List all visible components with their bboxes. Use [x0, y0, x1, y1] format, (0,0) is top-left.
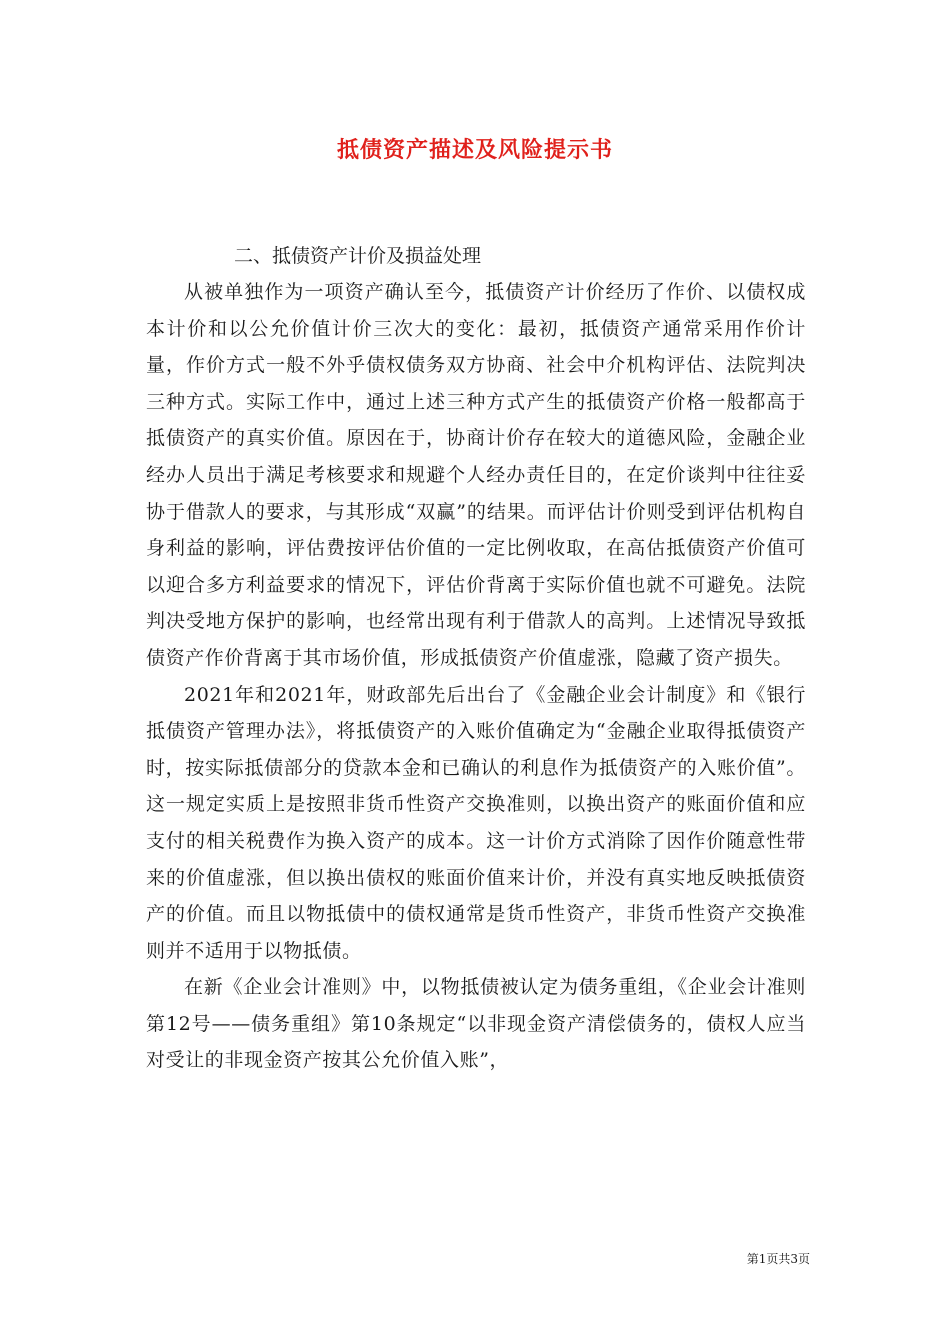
document-title: 抵债资产描述及风险提示书	[336, 137, 613, 163]
paragraph-1: 从被单独作为一项资产确认至今，抵债资产计价经历了作价、以债权成本计价和以公允价值计价三次大的变化：最初，抵债资产通常采用作价计量，作价方式一般不外乎债权债务双方协商、社会中介机构评估、法院判决三种方式。实际工作中，通过上述三种方式产生的抵债资产价格一般都高于抵债资产的真实价值。原因在于，协商计价存在较大的道德风险，金融企业经办人员出于满足考核要求和规避个人经办责任目的，在定价谈判中往往妥协于借款人的要求，与其形成“双赢”的结果。而评估计价则受到评估机构自身利益的影响，评估费按评估价值的一定比例收取，在高估抵债资产价值可以迎合多方利益要求的情况下，评估价背离于实际价值也就不可避免。法院判决受地方保护的影响，也经常出现有利于借款人的高判。上述情况导致抵债资产作价背离于其市场价值，形成抵债资产价值虚涨，隐藏了资产损失。	[146, 281, 806, 669]
document-body	[146, 238, 806, 1079]
section-heading: 二、抵债资产计价及损益处理	[234, 245, 482, 267]
page-number: 第1页共3页	[746, 1252, 810, 1266]
paragraph-3: 在新《企业会计准则》中，以物抵债被认定为债务重组，《企业会计准则第12号——债务重组》第10条规定“以非现金资产清偿债务的，债权人应当对受让的非现金资产按其公允价值入账”，	[146, 976, 806, 1072]
paragraph-2: 2021年和2021年，财政部先后出台了《金融企业会计制度》和《银行抵债资产管理办法》，将抵债资产的入账价值确定为“金融企业取得抵债资产时，按实际抵债部分的贷款本金和已确认的利息作为抵债资产的入账价值”。这一规定实质上是按照非货币性资产交换准则，以换出资产的账面价值和应支付的相关税费作为换入资产的成本。这一计价方式消除了因作价随意性带来的价值虚涨，但以换出债权的账面价值来计价，并没有真实地反映抵债资产的价值。而且以物抵债中的债权通常是货币性资产，非货币性资产交换准则并不适用于以物抵债。	[146, 683, 806, 962]
